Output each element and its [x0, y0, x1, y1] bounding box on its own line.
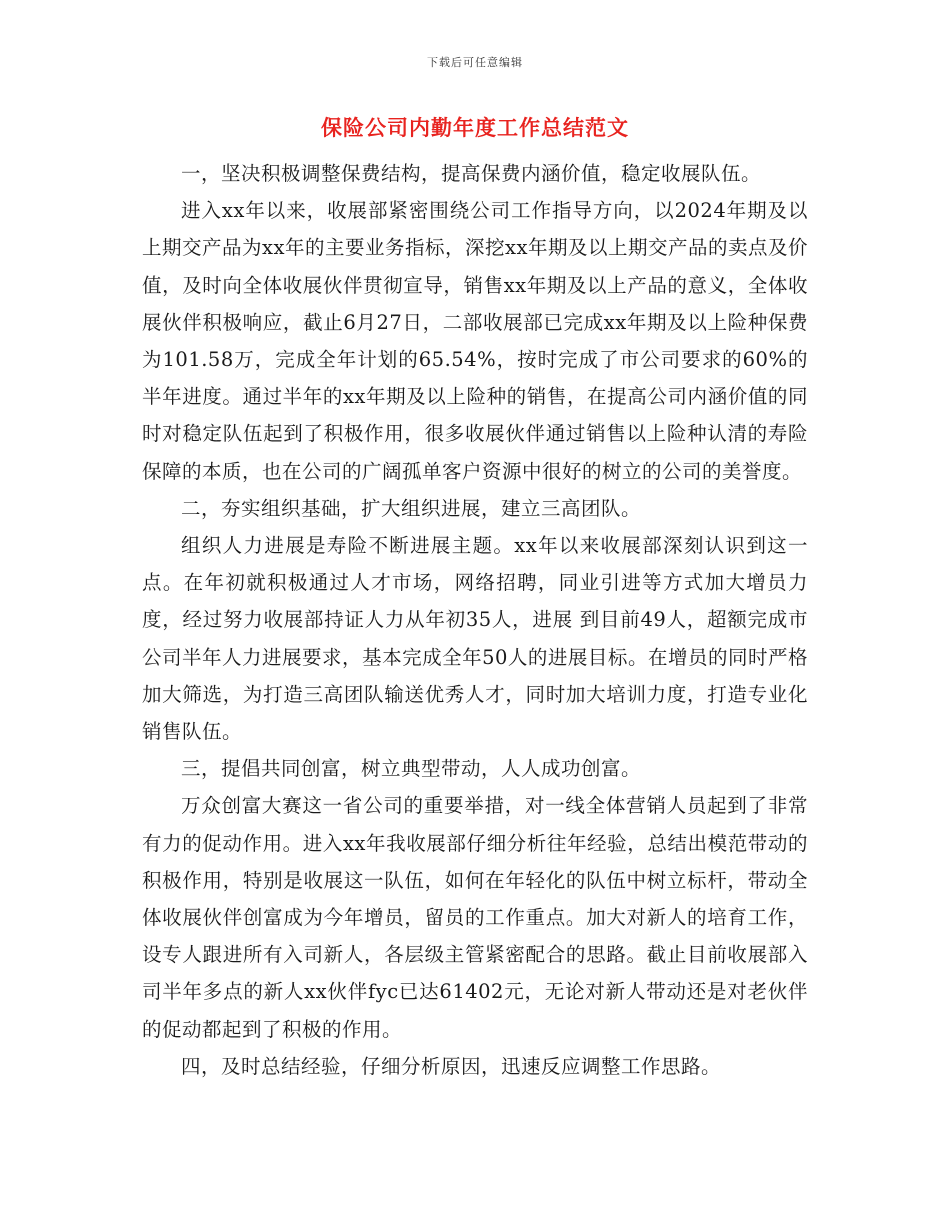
document-title: 保险公司内勤年度工作总结范文	[321, 115, 629, 140]
paragraph-section-4-heading: 四，及时总结经验，仔细分析原因，迅速反应调整工作思路。	[181, 1054, 722, 1078]
paragraph-section-3-heading: 三，提倡共同创富，树立典型带动，人人成功创富。	[181, 757, 642, 781]
paragraph-section-2-body: 组织人力进展是寿险不断进展主题。xx年以来收展部深刻认识到这一点。在年初就积极通过人才市场，网络招聘，同业引进等方式加大增员力度，经过努力收展部持证人力从年初35人，进展 到目前49人，超额完成市公司半年人力进展要求，基本完成全年50人的进展目标。在增员的同时严格加大筛选，为打造三高团队输送优秀人才，同时加大培训力度，打造专业化销售队伍。	[142, 534, 808, 744]
document-body	[142, 155, 808, 1085]
header-note: 下载后可任意编辑	[427, 56, 523, 69]
paragraph-section-1-heading: 一，坚决积极调整保费结构，提高保费内涵价值，稳定收展队伍。	[181, 162, 762, 185]
paragraph-section-1-body: 进入xx年以来，收展部紧密围绕公司工作指导方向，以2024年期及以上期交产品为xx年的主要业务指标，深挖xx年期及以上期交产品的卖点及价值，及时向全体收展伙伴贯彻宣导，销售xx年期及以上产品的意义，全体收展伙伴积极响应，截止6月27日，二部收展部已完成xx年期及以上险种保费为101.58万，完成全年计划的65.54%，按时完成了市公司要求的60%的半年进度。通过半年的xx年期及以上险种的销售，在提高公司内涵价值的同时对稳定队伍起到了积极作用，很多收展伙伴通过销售以上险种认清的寿险保障的本质，也在公司的广阔孤单客户资源中很好的树立的公司的美誉度。	[142, 199, 808, 483]
paragraph-section-3-body: 万众创富大赛这一省公司的重要举措，对一线全体营销人员起到了非常有力的促动作用。进入xx年我收展部仔细分析往年经验，总结出模范带动的积极作用，特别是收展这一队伍，如何在年轻化的队伍中树立标杆，带动全体收展伙伴创富成为今年增员，留员的工作重点。加大对新人的培育工作，设专人跟进所有入司新人，各层级主管紧密配合的思路。截止目前收展部入司半年多点的新人xx伙伴fyc已达61402元，无论对新人带动还是对老伙伴的促动都起到了积极的作用。	[142, 794, 808, 1041]
paragraph-section-2-heading: 二，夯实组织基础，扩大组织进展，建立三高团队。	[181, 496, 642, 520]
